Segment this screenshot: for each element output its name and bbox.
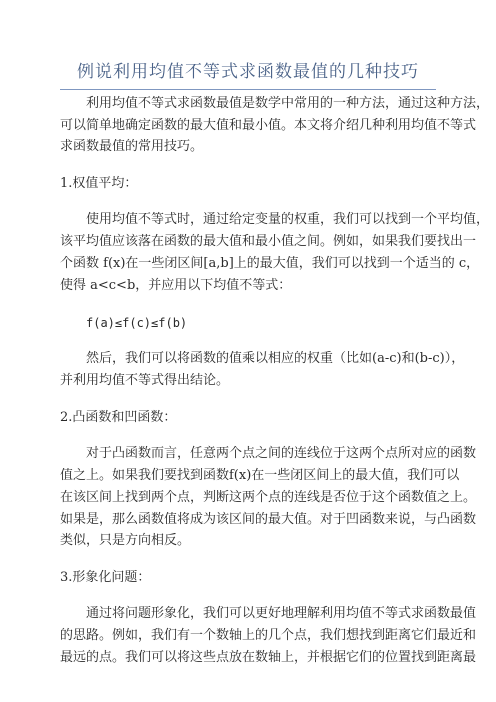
paragraph-line: 使得 a<c<b，并应用以下均值不等式： bbox=[60, 278, 292, 293]
paragraph-line: 通过将问题形象化，我们可以更好地理解利用均值不等式求函数最值 bbox=[86, 606, 477, 621]
formula-line: f(a)≤f(c)≤f(b) bbox=[86, 316, 188, 330]
paragraph-line: 可以简单地确定函数的最大值和最小值。本文将介绍几种利用均值不等式 bbox=[60, 118, 477, 133]
paragraph-line: 类似，只是方向相反。 bbox=[60, 533, 191, 548]
paragraph-line: 使用均值不等式时，通过给定变量的权重，我们可以找到一个平均值， bbox=[86, 212, 490, 227]
paragraph-line: 个函数 f(x)在一些闭区间[a,b]上的最大值，我们可以找到一个适当的 c， bbox=[60, 256, 480, 271]
paragraph-line: 如果是，那么函数值将成为该区间的最大值。对于凹函数来说，与凸函数 bbox=[60, 512, 477, 527]
paragraph-line: 的思路。例如，我们有一个数轴上的几个点，我们想找到距离它们最近和 bbox=[60, 628, 477, 643]
paragraph-line: 利用均值不等式求函数最值是数学中常用的一种方法，通过这种方法， bbox=[86, 96, 490, 111]
paragraph-line: 该平均值应该落在函数的最大值和最小值之间。例如，如果我们要找出一 bbox=[60, 234, 477, 249]
document-title: 例说利用均值不等式求函数最值的几种技巧 bbox=[77, 62, 419, 82]
title-underline bbox=[60, 89, 436, 90]
paragraph-line: 在该区间上找到两个点，判断这两个点的连线是否位于这个函数值之上。 bbox=[60, 490, 477, 505]
paragraph-line: 最远的点。我们可以将这些点放在数轴上，并根据它们的位置找到距离最 bbox=[60, 650, 477, 665]
section-heading: 3.形象化问题： bbox=[60, 570, 151, 585]
paragraph-line: 对于凸函数而言，任意两个点之间的连线位于这两个点所对应的函数 bbox=[86, 446, 477, 461]
section-heading: 1.权值平均： bbox=[60, 176, 138, 191]
paragraph-line: 值之上。如果我们要找到函数f(x)在一些闭区间上的最大值，我们可以 bbox=[60, 468, 460, 483]
paragraph-line: 并利用均值不等式得出结论。 bbox=[60, 373, 230, 388]
paragraph-line: 求函数最值的常用技巧。 bbox=[60, 139, 204, 154]
paragraph-line: 然后，我们可以将函数的值乘以相应的权重（比如(a-c)和(b-c)）， bbox=[86, 351, 465, 366]
section-heading: 2.凸函数和凹函数： bbox=[60, 410, 177, 425]
